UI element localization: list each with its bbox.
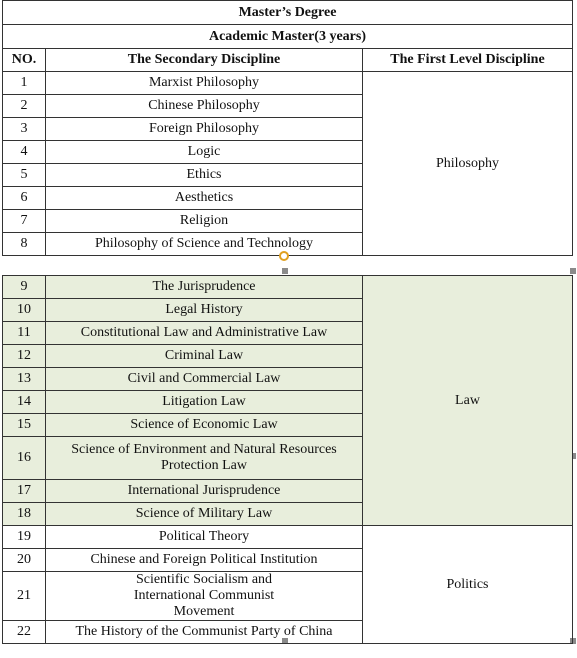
row-no: 19	[3, 526, 46, 549]
row-discipline: Ethics	[46, 164, 363, 187]
row-no: 3	[3, 118, 46, 141]
row-no: 2	[3, 95, 46, 118]
row-discipline: Logic	[46, 141, 363, 164]
first-level-politics: Politics	[363, 526, 573, 644]
row-discipline: Chinese and Foreign Political Institution	[46, 549, 363, 572]
row-discipline: Science of Environment and Natural Resources Protection Law	[46, 437, 363, 480]
row-discipline: Political Theory	[46, 526, 363, 549]
row-discipline: Civil and Commercial Law	[46, 368, 363, 391]
row-no: 17	[3, 480, 46, 503]
table-subtitle: Academic Master(3 years)	[3, 25, 573, 49]
row-no: 14	[3, 391, 46, 414]
degree-table-top	[2, 0, 573, 256]
row-no: 8	[3, 233, 46, 256]
header-no: NO.	[3, 49, 46, 72]
row-no: 16	[3, 437, 46, 480]
row-no: 12	[3, 345, 46, 368]
resize-handle-icon[interactable]	[282, 268, 288, 274]
row-no: 6	[3, 187, 46, 210]
first-level-law: Law	[363, 276, 573, 526]
row-discipline: Aesthetics	[46, 187, 363, 210]
row-no: 1	[3, 72, 46, 95]
row-resize-handle-icon[interactable]	[279, 251, 289, 261]
page-break-gap	[0, 260, 577, 275]
row-discipline: Marxist Philosophy	[46, 72, 363, 95]
row-no: 4	[3, 141, 46, 164]
row-no: 21	[3, 572, 46, 621]
row-no: 7	[3, 210, 46, 233]
row-no: 22	[3, 621, 46, 644]
row-no: 11	[3, 322, 46, 345]
row-no: 10	[3, 299, 46, 322]
row-discipline: Legal History	[46, 299, 363, 322]
row-discipline: Science of Military Law	[46, 503, 363, 526]
first-level-philosophy: Philosophy	[363, 72, 573, 256]
row-discipline: Religion	[46, 210, 363, 233]
degree-table-bottom	[2, 275, 573, 644]
row-discipline: Scientific Socialism and International Communist Movement	[46, 572, 363, 621]
header-first-level-discipline: The First Level Discipline	[363, 49, 573, 72]
header-secondary-discipline: The Secondary Discipline	[46, 49, 363, 72]
row-discipline: Litigation Law	[46, 391, 363, 414]
row-discipline: Constitutional Law and Administrative Law	[46, 322, 363, 345]
row-no: 20	[3, 549, 46, 572]
row-discipline: Criminal Law	[46, 345, 363, 368]
row-no: 18	[3, 503, 46, 526]
row-discipline: Science of Economic Law	[46, 414, 363, 437]
row-no: 13	[3, 368, 46, 391]
row-no: 9	[3, 276, 46, 299]
row-discipline: International Jurisprudence	[46, 480, 363, 503]
row-no: 15	[3, 414, 46, 437]
resize-handle-icon[interactable]	[570, 268, 576, 274]
row-discipline: The History of the Communist Party of China	[46, 621, 363, 644]
row-discipline: Chinese Philosophy	[46, 95, 363, 118]
row-discipline: Philosophy of Science and Technology	[46, 233, 363, 256]
table-title: Master’s Degree	[3, 1, 573, 25]
row-discipline: Foreign Philosophy	[46, 118, 363, 141]
row-discipline: The Jurisprudence	[46, 276, 363, 299]
row-no: 5	[3, 164, 46, 187]
